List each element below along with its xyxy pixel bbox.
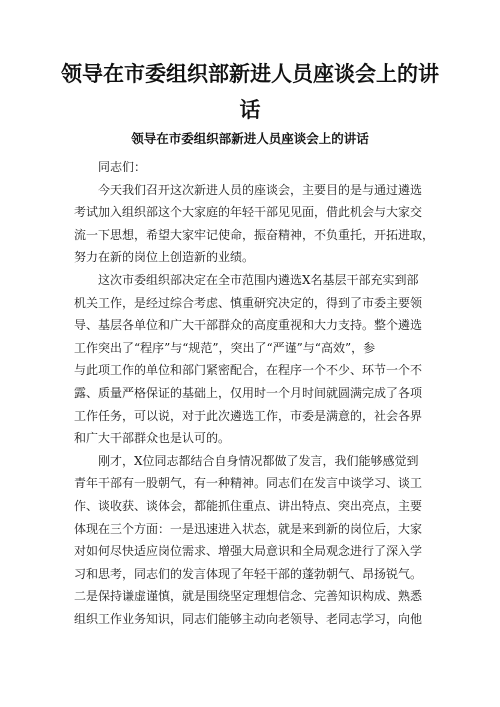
body-text-line: 考试加入组织部这个大家庭的年轻干部见见面，借此机会与大家交 — [74, 205, 423, 220]
document-subtitle: 领导在市委组织部新进人员座谈会上的讲话 — [131, 131, 369, 146]
body-text-line: 工作突出了“程序”与“规范”，突出了“严谨”与“高效”，参 — [74, 340, 376, 355]
body-text-line: 组织工作业务知识，同志们能够主动向老领导、老同志学习，向他 — [74, 611, 423, 626]
body-text-line: 流一下思想，希望大家牢记使命，振奋精神，不负重托，开拓进取， — [74, 227, 435, 242]
body-text-line: 与此项工作的单位和部门紧密配合，在程序一个不少、环节一个不 — [74, 363, 423, 378]
document-title-line-1: 领导在市委组织部新进人员座谈会上的讲 — [61, 62, 439, 86]
body-text-line: 露、质量严格保证的基础上，仅用时一个月时间就圆满完成了各项 — [74, 385, 423, 400]
document-body — [74, 156, 435, 630]
body-text-line: 导、基层各单位和广大干部群众的高度重视和大力支持。整个遴选 — [74, 318, 423, 333]
body-text-line: 同志们： — [98, 160, 147, 174]
body-text-line: 工作任务，可以说，对于此次遴选工作，市委是满意的，社会各界 — [74, 408, 423, 423]
body-text-line: 和广大干部群众也是认可的。 — [74, 431, 231, 446]
body-text-line: 青年干部有一股朝气，有一种精神。同志们在发言中谈学习、谈工 — [74, 476, 423, 491]
body-text-line: 这次市委组织部决定在全市范围内遴选X名基层干部充实到部 — [98, 272, 419, 287]
body-text-line: 作、谈收获、谈体会，都能抓住重点、讲出特点、突出亮点，主要 — [74, 498, 423, 513]
document-title-line-2: 话 — [239, 98, 261, 122]
body-text-line: 对如何尽快适应岗位需求、增强大局意识和全局观念进行了深入学 — [74, 544, 423, 559]
body-text-line: 机关工作，是经过综合考虑、慎重研究决定的，得到了市委主要领 — [74, 295, 423, 310]
body-text-line: 二是保持谦虚谨慎，就是围绕坚定理想信念、完善知识构成、熟悉 — [74, 589, 423, 604]
body-text-line: 体现在三个方面：一是迅速进入状态，就是来到新的岗位后，大家 — [74, 521, 423, 536]
body-text-line: 今天我们召开这次新进人员的座谈会，主要目的是与通过遴选 — [98, 182, 423, 197]
body-text-line: 努力在新的岗位上创造新的业绩。 — [74, 250, 255, 265]
body-text-line: 刚才，X位同志都结合自身情况都做了发言，我们能够感觉到 — [98, 453, 419, 468]
body-text-line: 习和思考，同志们的发言体现了年轻干部的蓬勃朝气、昂扬锐气。 — [74, 566, 423, 581]
